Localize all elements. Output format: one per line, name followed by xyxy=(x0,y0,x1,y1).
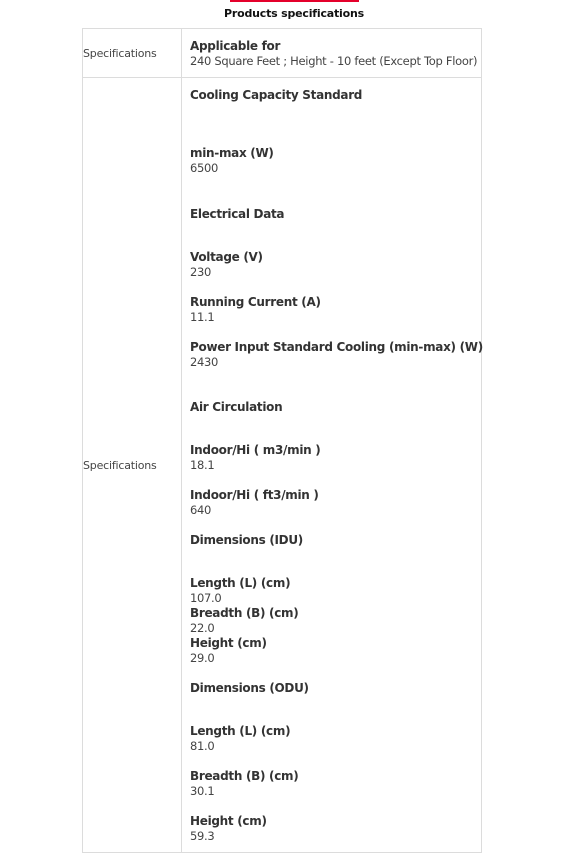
row-label: Specifications xyxy=(83,78,182,853)
page-title: Products specifications xyxy=(224,7,364,20)
spec-value: 30.1 xyxy=(190,784,215,798)
row-content xyxy=(182,29,482,78)
spec-name: min-max (W) xyxy=(190,146,274,160)
group-title-electrical: Electrical Data xyxy=(190,207,285,221)
applicable-for-heading: Applicable for xyxy=(190,39,281,53)
spec-name: Length (L) (cm) xyxy=(190,576,291,590)
spec-name: Height (cm) xyxy=(190,636,267,650)
spec-value: 230 xyxy=(190,265,212,279)
row-label: Specifications xyxy=(83,29,182,78)
spec-name: Running Current (A) xyxy=(190,295,321,309)
spec-value: 2430 xyxy=(190,355,219,369)
spec-name: Length (L) (cm) xyxy=(190,724,291,738)
spec-value: 6500 xyxy=(190,161,219,175)
spec-value: 640 xyxy=(190,503,212,517)
spec-value: 59.3 xyxy=(190,829,215,843)
spec-name: Power Input Standard Cooling (min-max) (W) xyxy=(190,340,483,354)
applicable-for-value: 240 Square Feet ; Height - 10 feet (Except Top Floor) xyxy=(190,54,478,68)
spec-value: 22.0 xyxy=(190,621,215,635)
group-title-air-circulation: Air Circulation xyxy=(190,400,283,414)
group-title-dimensions-odu: Dimensions (ODU) xyxy=(190,681,309,695)
spec-name: Breadth (B) (cm) xyxy=(190,769,299,783)
spec-name: Voltage (V) xyxy=(190,250,263,264)
row-content xyxy=(182,78,482,853)
spec-name: Indoor/Hi ( ft3/min ) xyxy=(190,488,319,502)
spec-name: Indoor/Hi ( m3/min ) xyxy=(190,443,321,457)
spec-name: Height (cm) xyxy=(190,814,267,828)
table-row xyxy=(83,78,482,853)
spec-value: 18.1 xyxy=(190,458,215,472)
spec-value: 11.1 xyxy=(190,310,215,324)
spec-value: 29.0 xyxy=(190,651,215,665)
specifications-table xyxy=(82,28,482,853)
spec-value: 81.0 xyxy=(190,739,215,753)
group-title-dimensions-idu: Dimensions (IDU) xyxy=(190,533,303,547)
spec-value: 107.0 xyxy=(190,591,222,605)
header-accent-bar xyxy=(230,0,359,2)
table-row xyxy=(83,29,482,78)
spec-name: Breadth (B) (cm) xyxy=(190,606,299,620)
group-title-cooling: Cooling Capacity Standard xyxy=(190,88,363,102)
